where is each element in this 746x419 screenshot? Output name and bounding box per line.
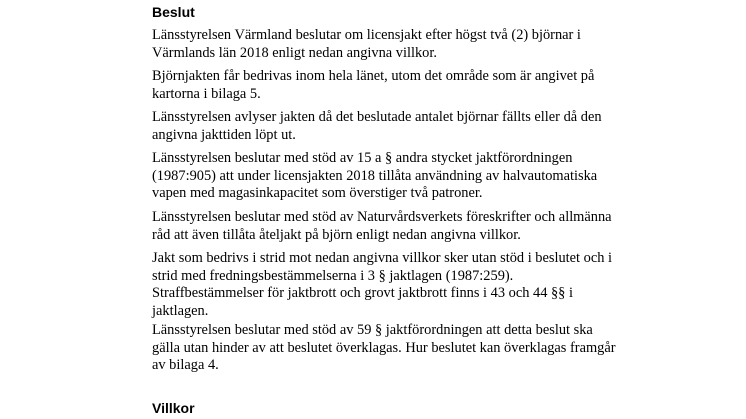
section-heading-villkor: Villkor [152, 400, 195, 416]
paragraph-ateljakt: Länsstyrelsen beslutar med stöd av Naturvårdsverkets föreskrifter och allmänna råd att även tillåta åteljakt på björn enligt nedan angivna villkor. [152, 209, 612, 243]
paragraph-omrade: Björnjakten får bedrivas inom hela länet, utom det område som är angivet på kartorna i bilaga 5. [152, 68, 595, 102]
paragraph-overklagande: Länsstyrelsen beslutar med stöd av 59 § jaktförordningen att detta beslut ska gälla utan hinder av att beslutet överklagas. Hur beslutet kan överklagas framgår av bilaga 4. [152, 322, 616, 374]
paragraph-vapen: Länsstyrelsen beslutar med stöd av 15 a § andra stycket jaktförordningen (1987:905) att under licensjakten 2018 tillåta användning av halvautomatiska vapen med magasinkapacitet som överstiger två patroner. [152, 150, 598, 202]
paragraph-avlysning: Länsstyrelsen avlyser jakten då det beslutade antalet björnar fällts eller då den angivna jakttiden löpt ut. [152, 109, 602, 143]
paragraph-straff: Jakt som bedrivs i strid mot nedan angivna villkor sker utan stöd i beslutet och i strid med fredningsbestämmelserna i 3 § jaktlagen (1987:259). Straffbestämmelser för jaktbrott och grovt jaktbrott finns i 43 och 44 §§ i jaktlagen. [152, 250, 613, 319]
section-heading-beslut: Beslut [152, 4, 195, 20]
paragraph-licensjakt: Länsstyrelsen Värmland beslutar om licensjakt efter högst två (2) björnar i Värmlands län 2018 enligt nedan angivna villkor. [152, 27, 581, 61]
